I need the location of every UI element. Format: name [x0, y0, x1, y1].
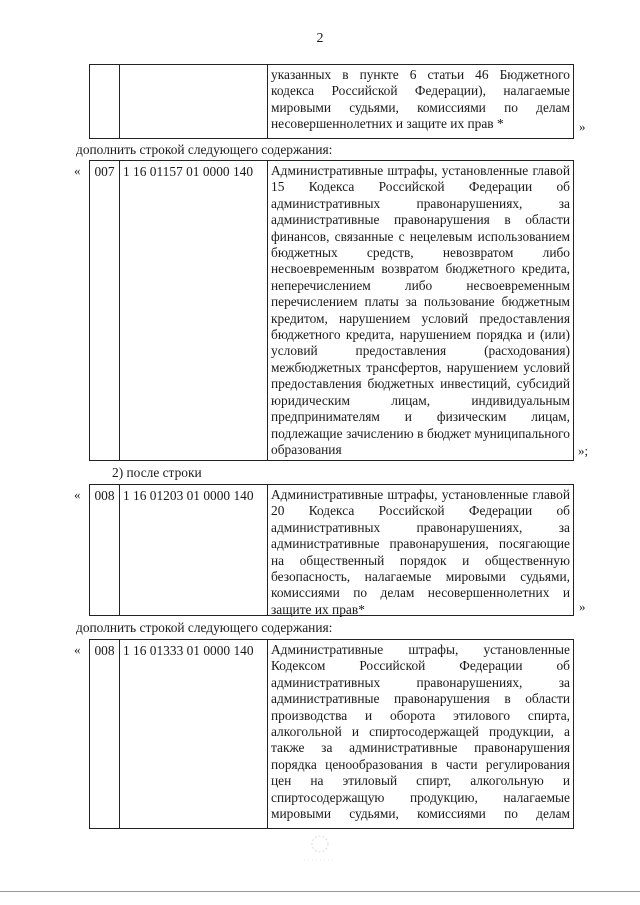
- table-row: [89, 484, 574, 616]
- opening-quote: «: [74, 163, 81, 178]
- instruction-text: дополнить строкой следующего содержания:: [76, 142, 333, 157]
- row-number: 008: [90, 485, 120, 615]
- instruction-text: дополнить строкой следующего содержания:: [76, 620, 333, 635]
- row-code: 1 16 01203 01 0000 140: [120, 485, 268, 615]
- row-code: 1 16 01157 01 0000 140: [120, 161, 268, 460]
- row-number-cell: [90, 65, 120, 138]
- row-description: Административные штрафы, установленные главой 20 Кодекса Российской Федерации об административных правонарушениях, за административные правонарушения, посягающие на общественный порядок и общественную безопасность, налагаемые мировыми судьями, комиссиями по делам несовершеннолетних и защите их прав*: [271, 487, 570, 617]
- closing-quote: »: [579, 119, 586, 134]
- row-description: указанных в пункте 6 статьи 46 Бюджетного кодекса Российской Федерации), налагаемые мировыми судьями, комиссиями по делам несовершеннолетних и защите их прав *: [271, 67, 570, 132]
- page-number: 2: [316, 31, 324, 46]
- table-row: [89, 64, 574, 139]
- opening-quote: «: [74, 487, 81, 502]
- row-code-cell: [120, 65, 268, 138]
- bottom-divider: [0, 891, 640, 892]
- closing-quote: »: [579, 599, 586, 614]
- row-code: 1 16 01333 01 0000 140: [120, 640, 268, 828]
- row-number: 008: [90, 640, 120, 828]
- row-description: Административные штрафы, установленные главой 15 Кодекса Российской Федерации об административных правонарушениях, за административные правонарушения в области финансов, связанные с нецелевым использованием бюджетных средств, невозвратом либо несвоевременным возвратом бюджетного кредита, неперечислением либо несвоевременным перечислением платы за пользование бюджетным кредитом, нарушением условий предоставления бюджетного кредита, нарушением порядка и (или) условий предоставления (расходования) межбюджетных трансфертов, нарушением условий предоставления бюджетных инвестиций, субсидий юридическим лицам, индивидуальным предпринимателям и физическим лицам, подлежащие зачислению в бюджет муниципального образования: [271, 163, 570, 457]
- opening-quote: «: [74, 642, 81, 657]
- closing-quote: »;: [578, 443, 589, 458]
- instruction-text: 2) после строки: [112, 465, 202, 480]
- table-row: [89, 160, 574, 461]
- table-row: [89, 639, 574, 829]
- row-number: 007: [90, 161, 120, 460]
- faint-stamp-mark: [300, 830, 340, 870]
- row-description: Административные штрафы, установленные Кодексом Российской Федерации об административных правонарушениях, за административные правонарушения в области производства и оборота этилового спирта, алкогольной и спиртосодержащей продукции, а также за административные правонарушения порядка ценообразования в части регулирования цен на этиловый спирт, алкогольную и спиртосодержащую продукцию, налагаемые мировыми судьями, комиссиями по делам: [271, 642, 570, 822]
